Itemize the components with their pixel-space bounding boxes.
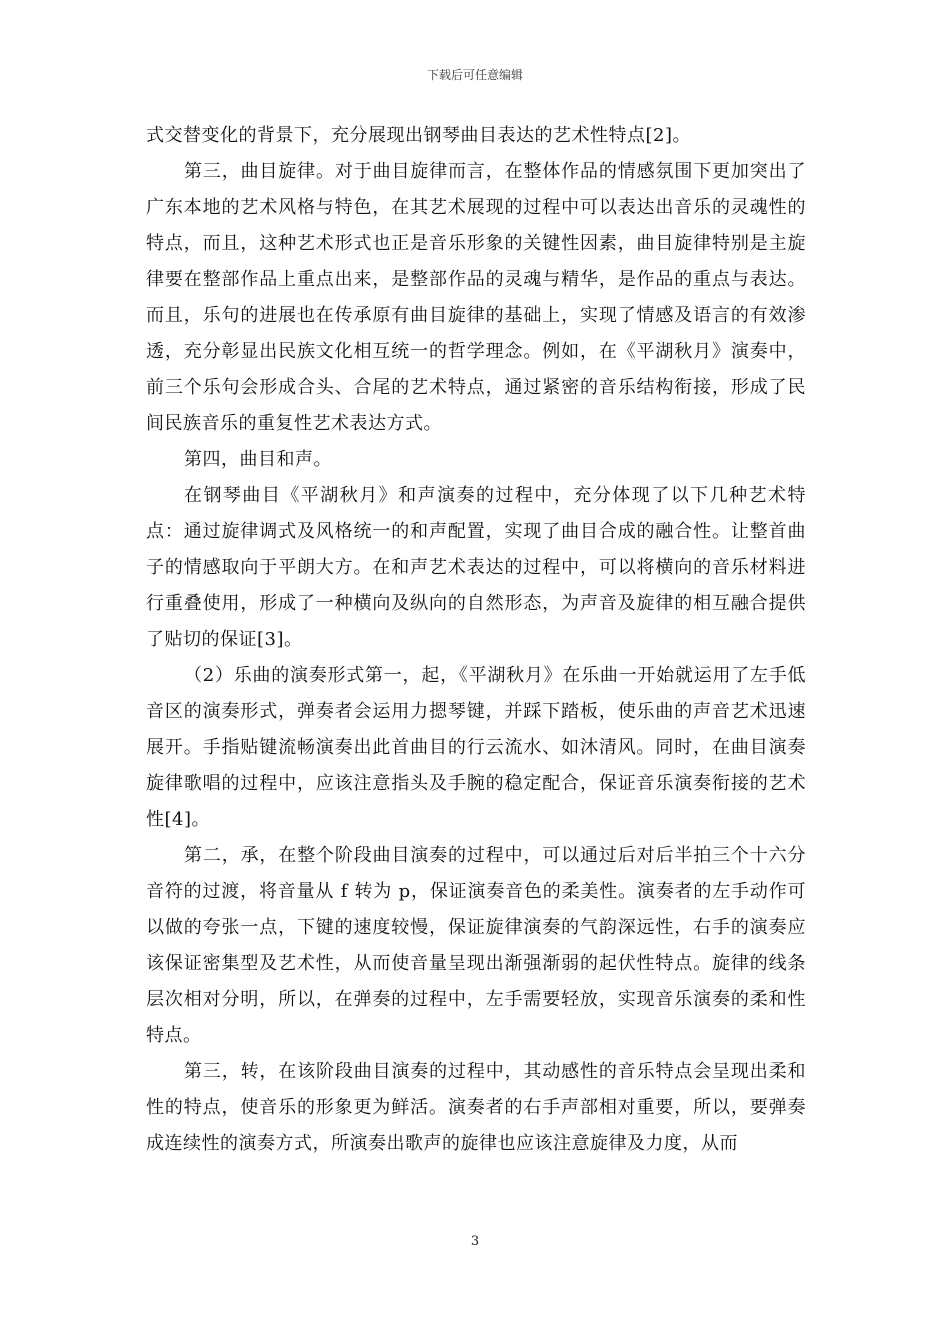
paragraph-2: 第三，曲目旋律。对于曲目旋律而言，在整体作品的情感氛围下更加突出了广东本地的艺术风格与特色，在其艺术展现的过程中可以表达出音乐的灵魂性的特点，而且，这种艺术形式也正是音乐形象的关键性因素，曲目旋律特别是主旋律要在整部作品上重点出来，是整部作品的灵魂与精华，是作品的重点与表达。而且，乐句的进展也在传承原有曲目旋律的基础上，实现了情感及语言的有效渗透，充分彰显出民族文化相互统一的哲学理念。例如，在《平湖秋月》演奏中，前三个乐句会形成合头、合尾的艺术特点，通过紧密的音乐结构衔接，形成了民间民族音乐的重复性艺术表达方式。 bbox=[146, 161, 806, 434]
document-body bbox=[146, 118, 806, 1162]
paragraph-6: 第二，承，在整个阶段曲目演奏的过程中，可以通过后对后半拍三个十六分音符的过渡，将音量从 f 转为 p，保证演奏音色的柔美性。演奏者的左手动作可以做的夸张一点，下键的速度较慢，保证旋律演奏的气韵深远性，右手的演奏应该保证密集型及艺术性，从而使音量呈现出渐强渐弱的起伏性特点。旋律的线条层次相对分明，所以，在弹奏的过程中，左手需要轻放，实现音乐演奏的柔和性特点。 bbox=[146, 845, 806, 1046]
paragraph-7: 第三，转，在该阶段曲目演奏的过程中，其动感性的音乐特点会呈现出柔和性的特点，使音乐的形象更为鲜活。演奏者的右手声部相对重要，所以，要弹奏成连续性的演奏方式，所演奏出歌声的旋律也应该注意旋律及力度，从而 bbox=[146, 1061, 806, 1154]
paragraph-4: 在钢琴曲目《平湖秋月》和声演奏的过程中，充分体现了以下几种艺术特点：通过旋律调式及风格统一的和声配置，实现了曲目合成的融合性。让整首曲子的情感取向于平朗大方。在和声艺术表达的过程中，可以将横向的音乐材料进行重叠使用，形成了一种横向及纵向的自然形态，为声音及旋律的相互融合提供了贴切的保证[3]。 bbox=[146, 485, 806, 650]
page-header: 下载后可任意编辑 bbox=[426, 68, 523, 82]
page-number: 3 bbox=[470, 1234, 480, 1249]
paragraph-5: （2）乐曲的演奏形式第一，起，《平湖秋月》在乐曲一开始就运用了左手低音区的演奏形式，弹奏者会运用力摁琴键，并踩下踏板，使乐曲的声音艺术迅速展开。手指贴键流畅演奏出此首曲目的行云流水、如沐清风。同时，在曲目演奏旋律歌唱的过程中，应该注意指头及手腕的稳定配合，保证音乐演奏衔接的艺术性[4]。 bbox=[146, 665, 806, 830]
paragraph-3: 第四，曲目和声。 bbox=[184, 449, 332, 470]
paragraph-1: 式交替变化的背景下，充分展现出钢琴曲目表达的艺术性特点[2]。 bbox=[146, 125, 691, 146]
